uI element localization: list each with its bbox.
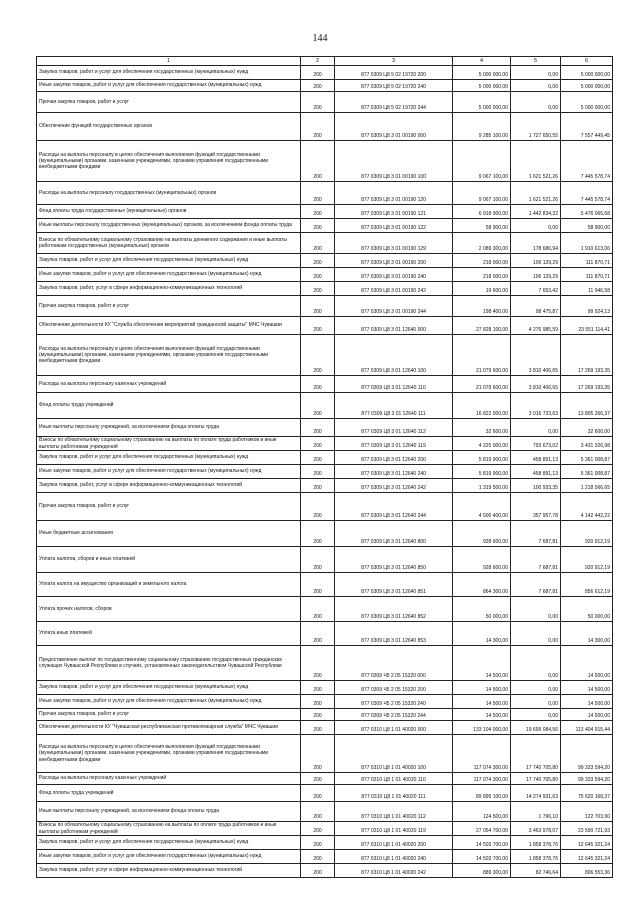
row-name: Обеспечение деятельности КУ "Служба обеспечения мероприятий гражданской защиты" МЧС Чувашии: [37, 317, 301, 335]
row-approved-amount: 32 600,00: [453, 419, 511, 437]
row-executed-amount: 0,00: [511, 92, 561, 113]
row-executed-amount: 17 740 705,80: [511, 735, 561, 773]
row-unexecuted-amount: 806 553,36: [561, 864, 613, 878]
column-number-header: 4: [453, 57, 511, 66]
row-executed-amount: 82 746,64: [511, 864, 561, 878]
row-executed-amount: 3 810 406,65: [511, 376, 561, 393]
row-grbs-code: 200: [301, 317, 335, 335]
row-approved-amount: 5 000 000,00: [453, 92, 511, 113]
row-name: Уплата налогов, сборов и иных платежей: [37, 547, 301, 573]
row-approved-amount: 9 067 100,00: [453, 182, 511, 205]
row-budget-code: 877 0309 Ч5 2 05 15320 200: [335, 681, 453, 695]
row-name: Иные закупки товаров, работ и услуг для обеспечения государственных (муниципальных) нужд: [37, 850, 301, 864]
column-number-header: 2: [301, 57, 335, 66]
row-executed-amount: 7 687,81: [511, 521, 561, 547]
table-row: [37, 521, 613, 547]
row-approved-amount: 889 300,00: [453, 864, 511, 878]
row-name: Фонд оплаты труда учреждений: [37, 393, 301, 419]
row-budget-code: 877 0309 Ц8 3 01 00190 100: [335, 141, 453, 182]
row-executed-amount: 4 276 985,59: [511, 317, 561, 335]
row-name: Закупка товаров, работ и услуг для обеспечения государственных (муниципальных) нужд: [37, 66, 301, 80]
row-name: Расходы на выплаты персоналу в целях обеспечения выполнения функций государственными (муниципальными) органами, казенными учреждениями, органами управления государственными внебюджетными фондами: [37, 335, 301, 376]
row-name: Закупка товаров, работ и услуг для обеспечения государственных (муниципальных) нужд: [37, 836, 301, 850]
row-executed-amount: 0,00: [511, 709, 561, 721]
row-budget-code: 877 0309 Ц8 3 01 12640 852: [335, 597, 453, 622]
row-unexecuted-amount: 14 500,00: [561, 646, 613, 681]
row-grbs-code: 200: [301, 233, 335, 254]
row-budget-code: 877 0309 Ц8 3 01 00190 122: [335, 219, 453, 233]
row-unexecuted-amount: 113 404 915,44: [561, 721, 613, 735]
row-approved-amount: 9 285 100,00: [453, 113, 511, 141]
row-executed-amount: 0,00: [511, 80, 561, 92]
row-unexecuted-amount: 99 333 594,20: [561, 773, 613, 785]
row-grbs-code: 200: [301, 597, 335, 622]
row-budget-code: 877 0309 Ц8 3 01 12640 853: [335, 622, 453, 646]
row-budget-code: 877 0309 Ч5 2 05 15320 244: [335, 709, 453, 721]
row-approved-amount: 27 054 700,00: [453, 822, 511, 836]
table-row: [37, 113, 613, 141]
column-number-header: 6: [561, 57, 613, 66]
row-unexecuted-amount: 122 703,90: [561, 802, 613, 822]
table-row: [37, 296, 613, 317]
row-grbs-code: 200: [301, 296, 335, 317]
row-budget-code: 877 0309 Ц8 3 01 12640 240: [335, 465, 453, 479]
table-row: [37, 282, 613, 296]
row-name: Расходы на выплаты персоналу государственных (муниципальных) органов: [37, 182, 301, 205]
row-name: Иные бюджетные ассигнования: [37, 521, 301, 547]
row-grbs-code: 200: [301, 479, 335, 493]
row-budget-code: 877 0310 Ц8 1 01 40020 242: [335, 864, 453, 878]
row-grbs-code: 200: [301, 547, 335, 573]
row-grbs-code: 200: [301, 393, 335, 419]
row-unexecuted-amount: 111 870,71: [561, 268, 613, 282]
row-executed-amount: 0,00: [511, 646, 561, 681]
row-grbs-code: 200: [301, 785, 335, 802]
table-row: [37, 233, 613, 254]
column-number-row: [37, 57, 613, 66]
row-grbs-code: 200: [301, 376, 335, 393]
row-executed-amount: 0,00: [511, 597, 561, 622]
row-grbs-code: 200: [301, 695, 335, 709]
page-number: 144: [312, 33, 328, 44]
row-unexecuted-amount: 14 500,00: [561, 695, 613, 709]
row-unexecuted-amount: 5 476 065,68: [561, 205, 613, 219]
row-grbs-code: 200: [301, 646, 335, 681]
row-name: Иные закупки товаров, работ и услуг для обеспечения государственных (муниципальных) нужд: [37, 80, 301, 92]
table-row: [37, 205, 613, 219]
row-unexecuted-amount: 23 590 721,93: [561, 822, 613, 836]
row-budget-code: 877 0310 Ц8 1 01 40020 100: [335, 735, 453, 773]
row-approved-amount: 5 819 900,00: [453, 465, 511, 479]
row-approved-amount: 5 000 000,00: [453, 66, 511, 80]
row-executed-amount: 7 653,42: [511, 282, 561, 296]
row-approved-amount: 50 000,00: [453, 597, 511, 622]
row-name: Иные выплаты персоналу учреждений, за исключением фонда оплаты труда: [37, 802, 301, 822]
row-name: Иные закупки товаров, работ и услуг для обеспечения государственных (муниципальных) нужд: [37, 695, 301, 709]
row-budget-code: 877 0309 Ц8 3 01 12640 119: [335, 437, 453, 451]
table-row: [37, 695, 613, 709]
row-executed-amount: 17 740 705,80: [511, 773, 561, 785]
table-row: [37, 573, 613, 597]
row-approved-amount: 58 900,00: [453, 219, 511, 233]
row-approved-amount: 218 000,00: [453, 254, 511, 268]
row-executed-amount: 106 129,29: [511, 254, 561, 268]
table-row: [37, 92, 613, 113]
row-unexecuted-amount: 5 361 008,87: [561, 465, 613, 479]
row-executed-amount: 3 463 978,07: [511, 822, 561, 836]
row-approved-amount: 9 067 100,00: [453, 141, 511, 182]
row-unexecuted-amount: 7 445 578,74: [561, 141, 613, 182]
row-unexecuted-amount: 14 500,00: [561, 709, 613, 721]
row-grbs-code: 200: [301, 80, 335, 92]
row-approved-amount: 4 225 000,00: [453, 437, 511, 451]
column-number-header: 5: [511, 57, 561, 66]
row-name: Иные закупки товаров, работ и услуг для обеспечения государственных (муниципальных) нужд: [37, 465, 301, 479]
row-budget-code: 877 0309 Ц8 3 01 00190 120: [335, 182, 453, 205]
row-approved-amount: 27 828 100,00: [453, 317, 511, 335]
row-name: Обеспечение деятельности КУ "Чувашская республиканская противопожарная служба" МЧС Чувашии: [37, 721, 301, 735]
budget-table: [36, 56, 613, 878]
row-name: Фонд оплаты труда государственных (муниципальных) органов: [37, 205, 301, 219]
row-unexecuted-amount: 3 431 326,98: [561, 437, 613, 451]
row-name: Прочая закупка товаров, работ и услуг: [37, 709, 301, 721]
row-approved-amount: 14 300,00: [453, 622, 511, 646]
table-row: [37, 182, 613, 205]
row-executed-amount: 357 957,78: [511, 493, 561, 521]
table-row: [37, 393, 613, 419]
row-executed-amount: 1 442 834,32: [511, 205, 561, 219]
row-grbs-code: 200: [301, 735, 335, 773]
table-row: [37, 268, 613, 282]
row-grbs-code: 200: [301, 493, 335, 521]
row-executed-amount: 1 727 650,55: [511, 113, 561, 141]
row-budget-code: 877 0310 Ц8 1 01 40020 111: [335, 785, 453, 802]
row-name: Обеспечение функций государственных органов: [37, 113, 301, 141]
table-row: [37, 681, 613, 695]
table-row: [37, 141, 613, 182]
row-budget-code: 877 0309 Ц8 3 01 12640 100: [335, 335, 453, 376]
row-executed-amount: 793 673,02: [511, 437, 561, 451]
row-budget-code: 877 0309 Ц8 3 01 12640 112: [335, 419, 453, 437]
table-row: [37, 547, 613, 573]
row-name: Расходы на выплаты персоналу в целях обеспечения выполнения функций государственными (муниципальными) органами, казенными учреждениями, органами управления государственными внебюджетными фондами: [37, 141, 301, 182]
row-approved-amount: 124 500,00: [453, 802, 511, 822]
row-budget-code: 877 0309 Ц8 3 01 12640 111: [335, 393, 453, 419]
row-name: Фонд оплаты труда учреждений: [37, 785, 301, 802]
row-approved-amount: 14 500,00: [453, 695, 511, 709]
row-name: Закупка товаров, работ и услуг для обеспечения государственных (муниципальных) нужд: [37, 254, 301, 268]
row-approved-amount: 2 089 300,00: [453, 233, 511, 254]
row-approved-amount: 14 503 700,00: [453, 836, 511, 850]
row-name: Иные выплаты персоналу государственных (муниципальных) органов, за исключением фонда оплаты труда: [37, 219, 301, 233]
row-budget-code: 877 0310 Ц8 1 01 40020 240: [335, 850, 453, 864]
row-name: Уплата налога на имущество организаций и земельного налога: [37, 573, 301, 597]
row-budget-code: 877 0309 Ц8 3 01 12640 110: [335, 376, 453, 393]
row-unexecuted-amount: 5 000 000,00: [561, 66, 613, 80]
row-grbs-code: 200: [301, 836, 335, 850]
row-name: Прочая закупка товаров, работ и услуг: [37, 296, 301, 317]
row-executed-amount: 178 686,94: [511, 233, 561, 254]
row-grbs-code: 200: [301, 141, 335, 182]
row-unexecuted-amount: 5 361 008,87: [561, 451, 613, 465]
table-row: [37, 709, 613, 721]
table-row: [37, 317, 613, 335]
row-name: Закупка товаров, работ, услуг в сфере информационно-коммуникационных технологий: [37, 282, 301, 296]
table-row: [37, 773, 613, 785]
row-executed-amount: 98 475,87: [511, 296, 561, 317]
table-row: [37, 721, 613, 735]
row-grbs-code: 200: [301, 254, 335, 268]
row-grbs-code: 200: [301, 282, 335, 296]
table-row: [37, 219, 613, 233]
row-name: Расходы на выплаты персоналу казенных учреждений: [37, 773, 301, 785]
row-unexecuted-amount: 58 900,00: [561, 219, 613, 233]
row-name: Прочая закупка товаров, работ и услуг: [37, 92, 301, 113]
row-approved-amount: 21 079 600,00: [453, 335, 511, 376]
row-budget-code: 877 0309 Ц8 5 02 19720 240: [335, 80, 453, 92]
row-approved-amount: 14 500,00: [453, 681, 511, 695]
table-row: [37, 419, 613, 437]
row-approved-amount: 1 319 500,00: [453, 479, 511, 493]
row-unexecuted-amount: 14 300,00: [561, 622, 613, 646]
row-executed-amount: 14 274 931,63: [511, 785, 561, 802]
table-row: [37, 836, 613, 850]
row-executed-amount: 0,00: [511, 66, 561, 80]
row-unexecuted-amount: 920 912,19: [561, 521, 613, 547]
row-approved-amount: 21 079 600,00: [453, 376, 511, 393]
row-grbs-code: 200: [301, 205, 335, 219]
row-unexecuted-amount: 7 557 449,45: [561, 113, 613, 141]
row-budget-code: 877 0309 Ц8 3 01 12640 244: [335, 493, 453, 521]
row-grbs-code: 200: [301, 437, 335, 451]
table-row: [37, 864, 613, 878]
row-budget-code: 877 0310 Ц8 1 01 40020 112: [335, 802, 453, 822]
table-row: [37, 646, 613, 681]
table-row: [37, 622, 613, 646]
row-executed-amount: 0,00: [511, 695, 561, 709]
row-executed-amount: 1 858 378,76: [511, 850, 561, 864]
row-approved-amount: 928 600,00: [453, 547, 511, 573]
row-budget-code: 877 0309 Ц8 3 01 12640 851: [335, 573, 453, 597]
row-unexecuted-amount: 1 218 566,65: [561, 479, 613, 493]
row-name: Уплата прочих налогов, сборов: [37, 597, 301, 622]
row-grbs-code: 200: [301, 773, 335, 785]
table-row: [37, 785, 613, 802]
row-executed-amount: 0,00: [511, 219, 561, 233]
row-unexecuted-amount: 5 000 000,00: [561, 80, 613, 92]
table-row: [37, 80, 613, 92]
table-row: [37, 254, 613, 268]
row-executed-amount: 3 810 406,65: [511, 335, 561, 376]
row-name: Иные закупки товаров, работ и услуг для обеспечения государственных (муниципальных) нужд: [37, 268, 301, 282]
table-row: [37, 597, 613, 622]
row-unexecuted-amount: 12 645 321,24: [561, 850, 613, 864]
row-budget-code: 877 0309 Ц8 3 01 12640 200: [335, 451, 453, 465]
row-unexecuted-amount: 13 805 266,37: [561, 393, 613, 419]
row-unexecuted-amount: 7 445 578,74: [561, 182, 613, 205]
row-approved-amount: 928 600,00: [453, 521, 511, 547]
row-approved-amount: 117 074 300,00: [453, 773, 511, 785]
row-grbs-code: 200: [301, 465, 335, 479]
row-approved-amount: 19 600,00: [453, 282, 511, 296]
row-name: Взносы по обязательному социальному страхованию на выплаты по оплате труда работников и иные выплаты работникам учреждений: [37, 437, 301, 451]
row-executed-amount: 106 129,29: [511, 268, 561, 282]
row-name: Закупка товаров, работ, услуг в сфере информационно-коммуникационных технологий: [37, 479, 301, 493]
row-approved-amount: 218 000,00: [453, 268, 511, 282]
row-name: Прочая закупка товаров, работ и услуг: [37, 493, 301, 521]
row-unexecuted-amount: 23 551 114,41: [561, 317, 613, 335]
table-row: [37, 850, 613, 864]
row-name: Взносы по обязательному социальному страхованию на выплаты денежного содержания и иные выплаты работникам государственных (муниципальных) органов: [37, 233, 301, 254]
table-row: [37, 479, 613, 493]
column-number-header: 1: [37, 57, 301, 66]
table-row: [37, 451, 613, 465]
table-row: [37, 376, 613, 393]
row-unexecuted-amount: 99 924,13: [561, 296, 613, 317]
row-executed-amount: 3 016 733,63: [511, 393, 561, 419]
row-grbs-code: 200: [301, 850, 335, 864]
row-approved-amount: 117 074 300,00: [453, 735, 511, 773]
table-row: [37, 493, 613, 521]
row-grbs-code: 200: [301, 721, 335, 735]
row-grbs-code: 200: [301, 268, 335, 282]
row-unexecuted-amount: 5 000 000,00: [561, 92, 613, 113]
row-unexecuted-amount: 17 269 193,35: [561, 376, 613, 393]
row-budget-code: 877 0309 Ц8 3 01 00190 000: [335, 113, 453, 141]
row-executed-amount: 1 796,10: [511, 802, 561, 822]
row-budget-code: 877 0310 Ц8 1 01 40020 119: [335, 822, 453, 836]
row-executed-amount: 1 858 378,76: [511, 836, 561, 850]
row-budget-code: 877 0309 Ц8 3 01 00190 121: [335, 205, 453, 219]
row-budget-code: 877 0310 Ц8 1 01 40020 200: [335, 836, 453, 850]
row-executed-amount: 7 687,81: [511, 573, 561, 597]
row-budget-code: 877 0310 Ц8 1 01 40020 110: [335, 773, 453, 785]
row-name: Уплата иных платежей: [37, 622, 301, 646]
row-executed-amount: 0,00: [511, 681, 561, 695]
row-executed-amount: 0,00: [511, 419, 561, 437]
row-name: Расходы на выплаты персоналу казенных учреждений: [37, 376, 301, 393]
row-executed-amount: 7 687,81: [511, 547, 561, 573]
table-row: [37, 822, 613, 836]
row-name: Закупка товаров, работ, услуг в сфере информационно-коммуникационных технологий: [37, 864, 301, 878]
table-row: [37, 802, 613, 822]
table-row: [37, 735, 613, 773]
row-approved-amount: 14 503 700,00: [453, 850, 511, 864]
row-approved-amount: 198 400,00: [453, 296, 511, 317]
row-unexecuted-amount: 12 645 321,24: [561, 836, 613, 850]
row-executed-amount: 458 891,13: [511, 451, 561, 465]
row-unexecuted-amount: 99 333 594,20: [561, 735, 613, 773]
row-approved-amount: 5 819 900,00: [453, 451, 511, 465]
row-name: Иные выплаты персоналу учреждений, за исключением фонда оплаты труда: [37, 419, 301, 437]
row-grbs-code: 200: [301, 573, 335, 597]
table-row: [37, 465, 613, 479]
row-budget-code: 877 0309 Ч5 2 05 15320 240: [335, 695, 453, 709]
row-name: Закупка товаров, работ и услуг для обеспечения государственных (муниципальных) нужд: [37, 451, 301, 465]
row-budget-code: 877 0309 Ц8 3 01 00190 200: [335, 254, 453, 268]
row-grbs-code: 200: [301, 92, 335, 113]
row-budget-code: 877 0309 Ц8 3 01 12640 850: [335, 547, 453, 573]
row-budget-code: 877 0309 Ц8 3 01 12640 800: [335, 521, 453, 547]
row-unexecuted-amount: 14 500,00: [561, 681, 613, 695]
row-budget-code: 877 0309 Ц8 5 02 19720 244: [335, 92, 453, 113]
row-grbs-code: 200: [301, 864, 335, 878]
row-executed-amount: 1 621 521,26: [511, 182, 561, 205]
row-name: Расходы на выплаты персоналу в целях обеспечения выполнения функций государственными (муниципальными) органами, казенными учреждениями, органами управления государственными внебюджетными фондами: [37, 735, 301, 773]
row-budget-code: 877 0309 Ц8 3 01 00190 244: [335, 296, 453, 317]
row-grbs-code: 200: [301, 451, 335, 465]
row-grbs-code: 200: [301, 335, 335, 376]
row-grbs-code: 200: [301, 219, 335, 233]
row-budget-code: 877 0309 Ц8 3 01 00190 129: [335, 233, 453, 254]
row-unexecuted-amount: 17 269 193,35: [561, 335, 613, 376]
row-approved-amount: 4 500 400,00: [453, 493, 511, 521]
row-name: Предоставление выплат по государственному социальному страхованию государственных гражданских служащих Чувашской Республики в случаях, установленных законодательством Чувашской Республики: [37, 646, 301, 681]
row-grbs-code: 200: [301, 802, 335, 822]
row-unexecuted-amount: 4 142 442,22: [561, 493, 613, 521]
row-budget-code: 877 0309 Ц8 3 01 00190 240: [335, 268, 453, 282]
table-row: [37, 335, 613, 376]
row-unexecuted-amount: 920 912,19: [561, 547, 613, 573]
row-executed-amount: 458 891,13: [511, 465, 561, 479]
row-name: Взносы по обязательному социальному страхованию на выплаты по оплате труда работников и иные выплаты работникам учреждений: [37, 822, 301, 836]
row-unexecuted-amount: 75 620 168,37: [561, 785, 613, 802]
row-approved-amount: 14 500,00: [453, 646, 511, 681]
row-name: Закупка товаров, работ и услуг для обеспечения государственных (муниципальных) нужд: [37, 681, 301, 695]
row-unexecuted-amount: 32 600,00: [561, 419, 613, 437]
row-executed-amount: 1 621 521,26: [511, 141, 561, 182]
row-budget-code: 877 0309 Ц8 3 01 12640 000: [335, 317, 453, 335]
row-grbs-code: 200: [301, 419, 335, 437]
row-budget-code: 877 0309 Ц8 3 01 12640 242: [335, 479, 453, 493]
row-budget-code: 877 0309 Ц8 5 02 19720 200: [335, 66, 453, 80]
row-grbs-code: 200: [301, 622, 335, 646]
row-executed-amount: 100 933,35: [511, 479, 561, 493]
row-budget-code: 877 0309 Ц8 3 01 00190 242: [335, 282, 453, 296]
row-approved-amount: 14 500,00: [453, 709, 511, 721]
row-grbs-code: 200: [301, 681, 335, 695]
row-approved-amount: 864 300,00: [453, 573, 511, 597]
row-approved-amount: 6 918 900,00: [453, 205, 511, 219]
row-approved-amount: 16 822 000,00: [453, 393, 511, 419]
row-approved-amount: 133 104 000,00: [453, 721, 511, 735]
row-grbs-code: 200: [301, 182, 335, 205]
row-unexecuted-amount: 50 000,00: [561, 597, 613, 622]
row-unexecuted-amount: 1 910 613,06: [561, 233, 613, 254]
table-row: [37, 437, 613, 451]
row-grbs-code: 200: [301, 709, 335, 721]
row-executed-amount: 19 699 084,56: [511, 721, 561, 735]
row-grbs-code: 200: [301, 822, 335, 836]
column-number-header: 3: [335, 57, 453, 66]
row-grbs-code: 200: [301, 521, 335, 547]
row-unexecuted-amount: 111 870,71: [561, 254, 613, 268]
row-executed-amount: 0,00: [511, 622, 561, 646]
table-row: [37, 66, 613, 80]
row-budget-code: 877 0309 Ч5 2 05 15320 000: [335, 646, 453, 681]
row-approved-amount: 89 895 100,00: [453, 785, 511, 802]
row-budget-code: 877 0310 Ц8 1 01 40020 000: [335, 721, 453, 735]
row-grbs-code: 200: [301, 66, 335, 80]
row-grbs-code: 200: [301, 113, 335, 141]
row-unexecuted-amount: 11 946,58: [561, 282, 613, 296]
row-unexecuted-amount: 856 612,19: [561, 573, 613, 597]
row-approved-amount: 5 000 000,00: [453, 80, 511, 92]
